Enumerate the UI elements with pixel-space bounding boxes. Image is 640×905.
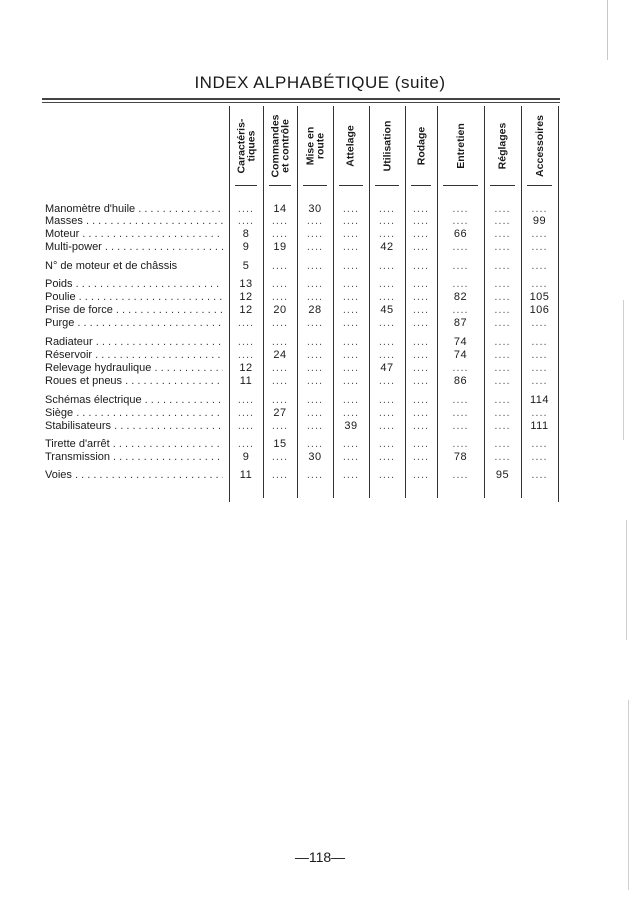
table-cell: 47 [380,362,394,374]
table-cell: 14 [273,203,287,215]
table-cell: 82 [453,291,468,303]
row-label: Siège . . . [45,407,223,420]
table-cell: .... [412,375,430,387]
row-label: Radiateur . . . [45,336,223,349]
row-label: Moteur . . . [45,228,223,241]
table-cell: .... [271,375,289,387]
table-cell: .... [412,304,430,316]
column-header-underline [235,185,257,186]
table-cell: 9 [242,451,250,463]
table-cell: .... [306,215,324,227]
table-row [0,317,640,330]
table-cell: .... [378,420,396,432]
table-row [0,469,640,482]
table-cell: .... [271,278,289,290]
scan-mark [623,300,624,440]
table-cell: 39 [344,420,358,432]
column-header-underline [269,185,291,186]
column-header [437,108,484,183]
table-cell: .... [494,407,511,419]
table-cell: .... [494,451,511,463]
column-header-label: Accessoires [533,114,546,177]
table-cell: .... [306,362,324,374]
table-cell: .... [494,336,511,348]
table-cell: .... [531,260,548,272]
table-cell: .... [494,260,511,272]
table-cell: .... [237,215,255,227]
table-row [0,241,640,254]
table-cell: 42 [380,241,394,253]
table-cell: .... [531,241,548,253]
column-header-underline [411,185,431,186]
column-header-label: Rodage [415,126,428,165]
table-cell: .... [237,407,255,419]
table-cell: .... [412,349,430,361]
table-cell: .... [412,469,430,481]
table-cell: .... [452,203,469,215]
table-cell: .... [412,394,430,406]
table-cell: .... [531,451,548,463]
row-label: Purge . . . [45,317,223,330]
row-label: Poids . . . [45,278,223,291]
column-header-underline [303,185,327,186]
column-header-label: Commandes et contrôle [269,113,292,178]
table-cell: .... [237,336,255,348]
table-cell: .... [412,241,430,253]
table-cell: 78 [453,451,468,463]
table-cell: .... [412,215,430,227]
table-cell: .... [237,420,255,432]
title-rule-thick [42,98,560,100]
table-row [0,304,640,317]
row-label: Poulie . . . [45,291,223,304]
table-cell: .... [271,215,289,227]
table-cell: .... [412,420,430,432]
table-cell: 12 [239,362,253,374]
table-row [0,336,640,349]
table-cell: 66 [453,228,468,240]
column-header-underline [527,185,552,186]
table-cell: .... [531,407,548,419]
table-cell: .... [378,469,396,481]
table-row [0,260,640,273]
column-header-underline [490,185,515,186]
table-cell: .... [412,317,430,329]
page-title: INDEX ALPHABÉTIQUE (suite) [194,73,446,92]
column-header [333,108,369,183]
table-cell: .... [237,203,255,215]
table-cell: .... [237,438,255,450]
table-cell: 28 [308,304,322,316]
table-cell: 11 [239,469,253,481]
table-cell: .... [271,394,289,406]
row-label: Stabilisateurs . . . [45,420,223,433]
table-row [0,362,640,375]
table-cell: 114 [529,394,550,406]
row-label: N° de moteur et de châssis [45,260,178,272]
table-cell: .... [306,291,324,303]
row-label: Transmission . . . [45,451,223,464]
scan-mark [607,0,608,60]
table-cell: .... [342,407,360,419]
table-cell: .... [452,438,469,450]
table-cell: .... [412,362,430,374]
table-cell: 45 [380,304,394,316]
table-cell: .... [378,375,396,387]
table-cell: .... [237,349,255,361]
table-row [0,291,640,304]
table-cell: 27 [273,407,287,419]
table-cell: .... [342,260,360,272]
table-cell: .... [342,291,360,303]
column-header-label: Caractéris- tiques [235,118,257,173]
table-cell: .... [531,278,548,290]
row-label: Schémas électrique . . . [45,394,223,407]
table-cell: .... [342,304,360,316]
table-cell: .... [378,278,396,290]
table-cell: .... [531,349,548,361]
table-row [0,215,640,228]
table-cell: .... [342,317,360,329]
row-label: Prise de force . . . [45,304,223,317]
table-row [0,394,640,407]
table-cell: .... [342,362,360,374]
table-cell: .... [378,407,396,419]
table-cell: .... [452,469,469,481]
table-row [0,451,640,464]
table-row [0,375,640,388]
table-cell: .... [452,278,469,290]
table-cell: .... [494,228,511,240]
table-cell: 105 [529,291,550,303]
column-header-label: Réglages [496,122,509,169]
table-cell: .... [271,451,289,463]
column-header [405,108,437,183]
table-cell: .... [452,362,469,374]
table-cell: .... [306,260,324,272]
table-cell: 24 [273,349,287,361]
table-cell: .... [412,260,430,272]
table-cell: 8 [242,228,250,240]
table-cell: .... [378,203,396,215]
table-cell: .... [306,394,324,406]
table-cell: .... [452,241,469,253]
table-row [0,349,640,362]
table-cell: .... [494,304,511,316]
table-cell: .... [342,241,360,253]
table-cell: 74 [453,349,468,361]
table-cell: .... [531,469,548,481]
table-cell: 30 [308,451,322,463]
column-header-underline [339,185,363,186]
row-label: Réservoir . . . [45,349,223,362]
table-cell: .... [306,241,324,253]
table-cell: 86 [453,375,468,387]
table-cell: .... [452,407,469,419]
table-cell: .... [531,203,548,215]
table-cell: .... [412,291,430,303]
table-cell: 11 [239,375,253,387]
table-row [0,278,640,291]
column-header-label: Utilisation [381,120,394,171]
table-row [0,420,640,433]
table-cell: .... [378,451,396,463]
table-cell: .... [412,451,430,463]
table-cell: 99 [532,215,547,227]
table-cell: .... [378,336,396,348]
table-cell: 9 [242,241,250,253]
table-cell: .... [452,215,469,227]
table-cell: .... [452,304,469,316]
table-cell: .... [342,349,360,361]
table-cell: .... [306,407,324,419]
table-cell: .... [494,278,511,290]
column-header-underline [443,185,478,186]
table-cell: .... [494,438,511,450]
table-cell: .... [342,228,360,240]
table-cell: 5 [242,260,250,272]
row-label: Voies . . . [45,469,223,482]
table-cell: .... [452,394,469,406]
table-cell: .... [378,228,396,240]
table-cell: .... [378,438,396,450]
table-cell: .... [531,375,548,387]
table-cell: 19 [273,241,287,253]
row-label: Tirette d'arrêt . . . [45,438,223,451]
table-cell: .... [378,317,396,329]
table-cell: .... [412,438,430,450]
table-cell: .... [494,362,511,374]
table-cell: .... [306,317,324,329]
table-cell: 74 [453,336,468,348]
table-cell: .... [494,215,511,227]
table-cell: .... [494,394,511,406]
table-cell: .... [494,420,511,432]
table-cell: .... [342,215,360,227]
column-header-underline [375,185,399,186]
table-cell: .... [378,394,396,406]
table-cell: .... [494,241,511,253]
table-cell: .... [342,278,360,290]
table-cell: .... [271,291,289,303]
table-cell: .... [378,260,396,272]
table-cell: .... [494,317,511,329]
table-cell: .... [342,438,360,450]
table-cell: 12 [239,304,253,316]
table-cell: .... [271,317,289,329]
table-cell: 106 [529,304,550,316]
table-cell: .... [378,291,396,303]
table-cell: .... [271,260,289,272]
table-cell: .... [531,336,548,348]
row-label: Masses . . . [45,215,223,228]
table-cell: .... [271,420,289,432]
table-row [0,407,640,420]
table-cell: .... [531,317,548,329]
table-cell: .... [412,278,430,290]
title-rule-thin [42,102,560,103]
table-cell: .... [342,469,360,481]
table-cell: .... [342,451,360,463]
table-row [0,228,640,241]
column-header [297,108,333,183]
table-cell: .... [306,228,324,240]
column-header [229,108,263,183]
table-cell: .... [306,336,324,348]
row-label: Roues et pneus . . . [45,375,223,388]
table-cell: .... [494,291,511,303]
table-cell: .... [237,394,255,406]
table-cell: .... [531,438,548,450]
table-cell: 13 [239,278,253,290]
table-cell: 111 [530,420,549,432]
column-header [521,108,558,183]
table-cell: .... [306,469,324,481]
table-cell: .... [342,203,360,215]
table-cell: .... [494,375,511,387]
table-cell: .... [306,278,324,290]
table-cell: .... [378,215,396,227]
table-cell: 95 [495,469,510,481]
table-cell: .... [271,362,289,374]
table-cell: .... [494,203,511,215]
row-label: Manomètre d'huile . . . [45,203,223,216]
column-header-label: Attelage [345,124,357,167]
table-row [0,438,640,451]
table-cell: .... [342,375,360,387]
table-cell: .... [452,260,469,272]
table-cell: .... [306,349,324,361]
column-header-label: Mise en route [304,126,327,165]
table-cell: .... [271,336,289,348]
scan-mark [628,700,629,890]
table-cell: .... [237,317,255,329]
table-cell: .... [531,228,548,240]
table-cell: 12 [239,291,253,303]
table-cell: .... [342,336,360,348]
row-label: Multi-power . . . [45,241,223,254]
table-cell: 87 [453,317,468,329]
table-cell: .... [412,336,430,348]
table-cell: 15 [273,438,287,450]
column-header [369,108,405,183]
table-cell: .... [531,362,548,374]
table-cell: .... [412,228,430,240]
table-cell: .... [271,228,289,240]
column-header [484,108,521,183]
table-cell: .... [452,420,469,432]
table-cell: .... [306,438,324,450]
table-cell: 20 [273,304,287,316]
table-cell: .... [306,420,324,432]
table-cell: .... [271,469,289,481]
column-header-label: Entretien [454,122,467,169]
scan-mark [626,520,627,640]
table-cell: .... [412,203,430,215]
row-label: Relevage hydraulique . . . [45,362,223,375]
table-cell: .... [412,407,430,419]
table-cell: .... [342,394,360,406]
column-header [263,108,297,183]
table-cell: .... [378,349,396,361]
table-cell: .... [494,349,511,361]
table-cell: .... [306,375,324,387]
page-number: —118— [294,849,346,865]
table-cell: 30 [308,203,322,215]
